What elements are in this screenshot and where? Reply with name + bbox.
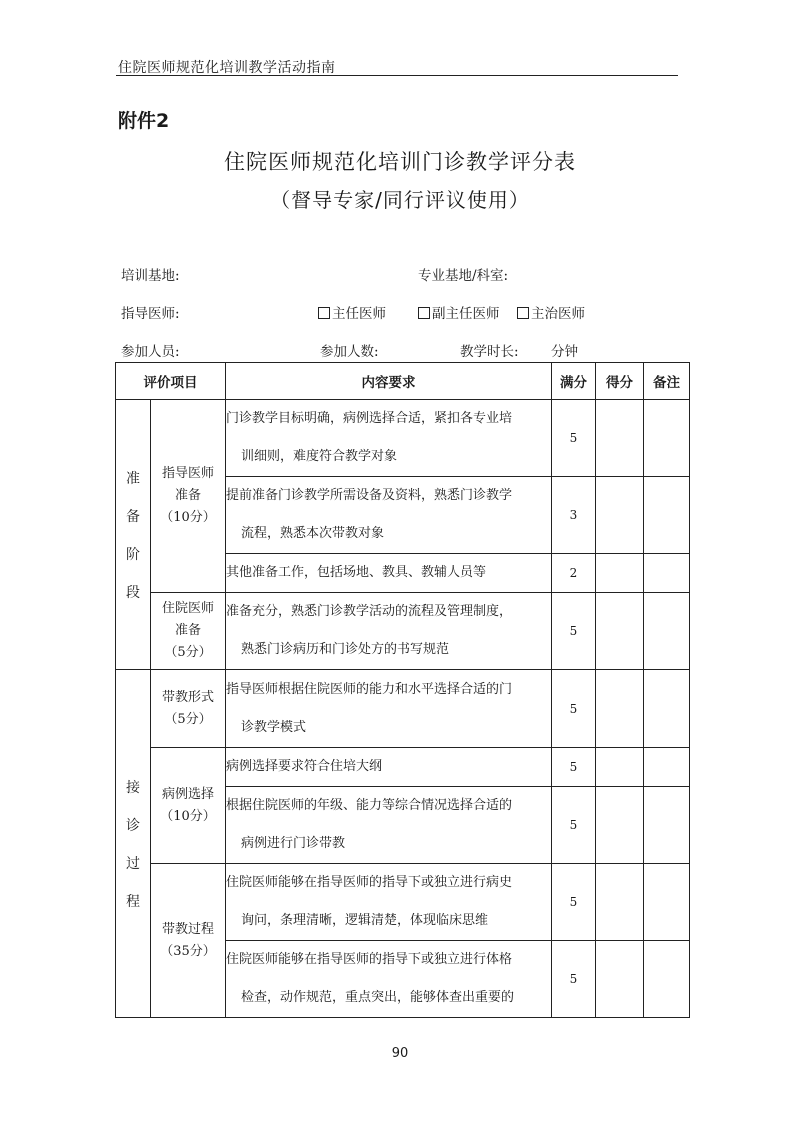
stage-char: 准	[126, 470, 140, 487]
table-row	[116, 748, 690, 787]
full-score-cell: 3	[552, 477, 596, 554]
table-row	[116, 593, 690, 670]
item-case-selection	[151, 748, 226, 864]
page-number: 90	[391, 1046, 409, 1061]
score-input-cell[interactable]	[596, 787, 644, 864]
content-requirement	[226, 748, 552, 787]
remarks-cell[interactable]	[644, 477, 690, 554]
full-score-cell: 5	[552, 864, 596, 941]
full-score-cell: 5	[552, 593, 596, 670]
header-evaluation-item: 评价项目	[116, 363, 226, 400]
stage-char: 诊	[126, 817, 140, 834]
item-label: 病例选择	[161, 786, 214, 802]
content-requirement	[226, 477, 552, 554]
stage-char: 阶	[126, 546, 140, 563]
document-title: 住院医师规范化培训门诊教学评分表	[224, 150, 576, 174]
table-row	[116, 864, 690, 941]
score-input-cell[interactable]	[596, 400, 644, 477]
content-line: 询问，条理清晰，逻辑清楚，体现临床思维	[241, 913, 489, 928]
content-requirement	[226, 554, 552, 593]
specialty-base-label: 专业基地/科室:	[418, 268, 509, 284]
item-points: （5分）	[164, 645, 212, 660]
item-label: 准备	[174, 488, 201, 503]
item-points: （10分）	[160, 510, 216, 525]
content-line: 指导医师根据住院医师的能力和水平选择合适的门	[226, 681, 513, 697]
minutes-unit: 分钟	[551, 344, 578, 360]
attachment-label: 附件2	[118, 110, 170, 132]
remarks-cell[interactable]	[644, 864, 690, 941]
remarks-cell[interactable]	[644, 670, 690, 748]
remarks-cell[interactable]	[644, 787, 690, 864]
content-requirement	[226, 670, 552, 748]
content-line: 住院医师能够在指导医师的指导下或独立进行病史	[226, 875, 513, 890]
full-score-cell: 5	[552, 748, 596, 787]
item-label: 带教过程	[161, 921, 214, 937]
content-line: 熟悉门诊病历和门诊处方的书写规范	[241, 642, 450, 657]
content-line: 根据住院医师的年级、能力等综合情况选择合适的	[226, 798, 513, 813]
stage-char: 段	[126, 584, 140, 601]
checkbox-associate-chief-physician[interactable]	[418, 302, 500, 322]
checkbox-attending-physician[interactable]	[517, 302, 585, 322]
item-teaching-form	[151, 670, 226, 748]
full-score-cell: 5	[552, 670, 596, 748]
content-line: 住院医师能够在指导医师的指导下或独立进行体格	[226, 952, 513, 967]
checkbox-icon[interactable]	[418, 307, 430, 319]
item-teaching-process	[151, 864, 226, 1018]
document-subtitle: （督导专家/同行评议使用）	[270, 188, 530, 212]
running-header: 住院医师规范化培训教学活动指南	[118, 60, 336, 76]
content-requirement	[226, 941, 552, 1018]
checkbox-chief-physician[interactable]	[318, 302, 386, 322]
item-points: （35分）	[160, 943, 216, 959]
table-row	[116, 670, 690, 748]
header-remarks: 备注	[644, 363, 690, 400]
stage-char: 接	[126, 779, 140, 796]
content-line: 其他准备工作，包括场地、教具、教辅人员等	[226, 565, 487, 580]
header-score: 得分	[596, 363, 644, 400]
full-score-cell: 5	[552, 787, 596, 864]
content-line: 病例进行门诊带教	[241, 836, 346, 851]
table-row	[116, 400, 690, 477]
content-requirement	[226, 864, 552, 941]
checkbox-icon[interactable]	[318, 307, 330, 319]
checkbox-chief-label: 主任医师	[332, 306, 386, 322]
full-score-cell: 5	[552, 941, 596, 1018]
item-label: 准备	[174, 623, 201, 638]
remarks-cell[interactable]	[644, 400, 690, 477]
item-label: 指导医师	[161, 466, 214, 481]
stage-char: 过	[126, 855, 140, 872]
score-input-cell[interactable]	[596, 670, 644, 748]
remarks-cell[interactable]	[644, 593, 690, 670]
score-input-cell[interactable]	[596, 941, 644, 1018]
instructor-label: 指导医师:	[121, 306, 180, 322]
stage-consultation-process	[116, 670, 151, 1018]
content-line: 流程，熟悉本次带教对象	[241, 526, 385, 541]
content-line: 训细则，难度符合教学对象	[241, 449, 398, 464]
header-content-requirements: 内容要求	[226, 363, 552, 400]
score-input-cell[interactable]	[596, 748, 644, 787]
teaching-duration-label: 教学时长:	[460, 344, 519, 360]
full-score-cell: 5	[552, 400, 596, 477]
item-points: （10分）	[160, 808, 216, 824]
content-line: 提前准备门诊教学所需设备及资料，熟悉门诊教学	[226, 488, 513, 503]
score-input-cell[interactable]	[596, 864, 644, 941]
content-requirement	[226, 400, 552, 477]
content-line: 诊教学模式	[241, 719, 307, 735]
item-resident-preparation	[151, 593, 226, 670]
participants-label: 参加人员:	[121, 344, 180, 360]
checkbox-icon[interactable]	[517, 307, 529, 319]
table-header-row	[116, 363, 690, 400]
training-base-label: 培训基地:	[121, 268, 180, 284]
content-line: 准备充分，熟悉门诊教学活动的流程及管理制度，	[226, 604, 513, 619]
header-rule	[116, 75, 678, 76]
content-requirement	[226, 593, 552, 670]
content-line: 门诊教学目标明确，病例选择合适，紧扣各专业培	[226, 411, 513, 426]
stage-char: 程	[126, 893, 140, 910]
item-label: 住院医师	[161, 601, 214, 616]
full-score-cell: 2	[552, 554, 596, 593]
content-line: 检查，动作规范，重点突出，能够体查出重要的	[241, 990, 515, 1005]
participant-count-label: 参加人数:	[320, 344, 379, 360]
item-instructor-preparation	[151, 400, 226, 593]
item-points: （5分）	[164, 711, 212, 727]
header-full-score: 满分	[552, 363, 596, 400]
score-input-cell[interactable]	[596, 593, 644, 670]
score-input-cell[interactable]	[596, 477, 644, 554]
remarks-cell[interactable]	[644, 941, 690, 1018]
evaluation-table	[115, 362, 690, 1018]
score-input-cell[interactable]	[596, 554, 644, 593]
item-label: 带教形式	[161, 689, 214, 705]
content-line: 病例选择要求符合住培大纲	[226, 759, 383, 774]
stage-preparation	[116, 400, 151, 670]
stage-char: 备	[126, 508, 140, 525]
checkbox-associate-label: 副主任医师	[432, 306, 500, 322]
remarks-cell[interactable]	[644, 554, 690, 593]
checkbox-attending-label: 主治医师	[531, 306, 585, 322]
remarks-cell[interactable]	[644, 748, 690, 787]
content-requirement	[226, 787, 552, 864]
